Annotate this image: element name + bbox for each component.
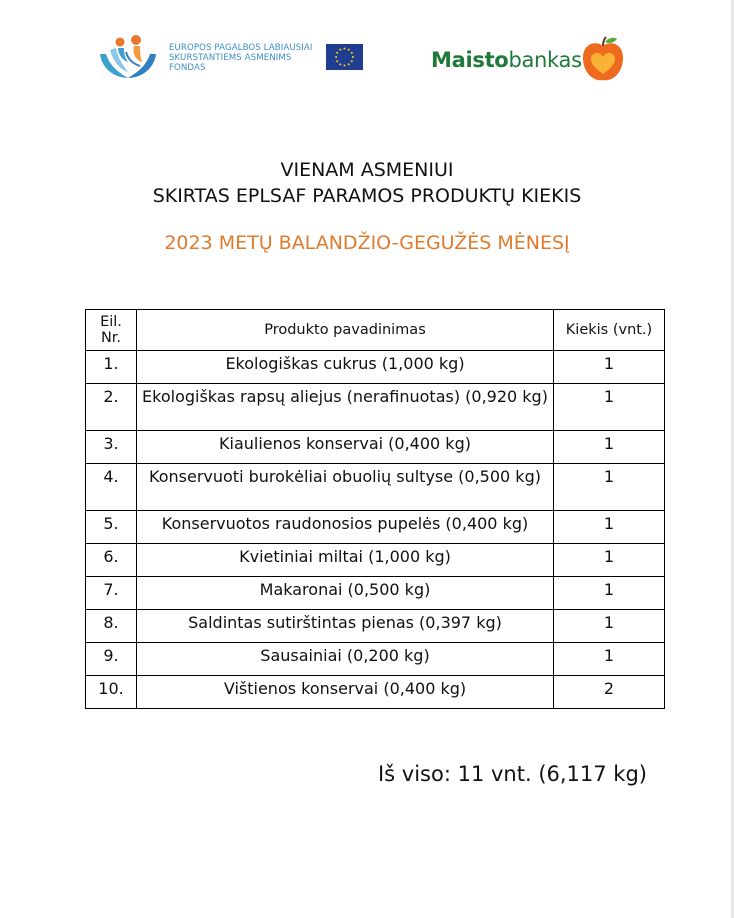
header-nr (86, 310, 137, 351)
header-name: Produkto pavadinimas (137, 310, 554, 351)
table-row (86, 610, 665, 643)
cell-name: Vištienos konservai (0,400 kg) (137, 676, 554, 709)
cell-nr: 9. (86, 643, 137, 676)
products-table (85, 309, 665, 709)
cell-nr: 7. (86, 577, 137, 610)
table-header-row (86, 310, 665, 351)
cell-qty: 2 (554, 676, 665, 709)
table-row (86, 384, 665, 431)
period-subtitle: 2023 METŲ BALANDŽIO-GEGUŽĖS MĖNESĮ (164, 232, 570, 254)
total-summary: Iš viso: 11 vnt. (6,117 kg) (377, 762, 647, 786)
cell-qty: 1 (554, 577, 665, 610)
cell-name: Konservuotos raudonosios pupelės (0,400 kg) (137, 511, 554, 544)
fund-name-line: EUROPOS PAGALBOS LABIAUSIAI (169, 43, 313, 53)
cell-name: Sausainiai (0,200 kg) (137, 643, 554, 676)
table-row (86, 577, 665, 610)
header-nr-line1: Eil. (100, 314, 122, 330)
cell-name: Konservuoti burokėliai obuolių sultyse (0,500 kg) (137, 464, 554, 511)
title-line-2: SKIRTAS EPLSAF PARAMOS PRODUKTŲ KIEKIS (152, 185, 582, 207)
cell-qty: 1 (554, 464, 665, 511)
table-row (86, 544, 665, 577)
cell-name: Kiaulienos konservai (0,400 kg) (137, 431, 554, 464)
table-row (86, 643, 665, 676)
cell-nr: 6. (86, 544, 137, 577)
fund-name-line: SKURSTANTIEMS ASMENIMS (169, 53, 292, 63)
wordmark-light: bankas (508, 48, 582, 72)
cell-name: Saldintas sutirštintas pienas (0,397 kg) (137, 610, 554, 643)
cell-nr: 5. (86, 511, 137, 544)
helping-hands-icon (96, 32, 160, 82)
fund-name-line: FONDAS (169, 63, 206, 73)
cell-name: Kvietiniai miltai (1,000 kg) (137, 544, 554, 577)
fund-name (169, 43, 313, 73)
cell-qty: 1 (554, 431, 665, 464)
cell-qty: 1 (554, 384, 665, 431)
eu-flag-icon (326, 44, 363, 70)
cell-qty: 1 (554, 511, 665, 544)
cell-name: Ekologiškas rapsų aliejus (nerafinuotas) (0,920 kg) (137, 384, 554, 431)
header-nr-line2: Nr. (100, 330, 122, 346)
document-title (0, 157, 734, 209)
title-line-1: VIENAM ASMENIUI (280, 159, 454, 181)
cell-nr: 1. (86, 351, 137, 384)
cell-qty: 1 (554, 643, 665, 676)
table-row (86, 676, 665, 709)
wordmark-bold: Maisto (431, 48, 509, 72)
maisto-bankas-logo (431, 34, 631, 86)
cell-nr: 3. (86, 431, 137, 464)
cell-nr: 2. (86, 384, 137, 431)
cell-nr: 8. (86, 610, 137, 643)
cell-qty: 1 (554, 351, 665, 384)
cell-nr: 10. (86, 676, 137, 709)
cell-name: Ekologiškas cukrus (1,000 kg) (137, 351, 554, 384)
cell-qty: 1 (554, 610, 665, 643)
maisto-bankas-wordmark (431, 48, 582, 72)
header-qty: Kiekis (vnt.) (554, 310, 665, 351)
table-row (86, 431, 665, 464)
table-row (86, 351, 665, 384)
cell-nr: 4. (86, 464, 137, 511)
table-row (86, 464, 665, 511)
apple-heart-icon (581, 36, 625, 84)
table-row (86, 511, 665, 544)
cell-qty: 1 (554, 544, 665, 577)
eplsaf-fund-logo (96, 32, 366, 84)
cell-name: Makaronai (0,500 kg) (137, 577, 554, 610)
